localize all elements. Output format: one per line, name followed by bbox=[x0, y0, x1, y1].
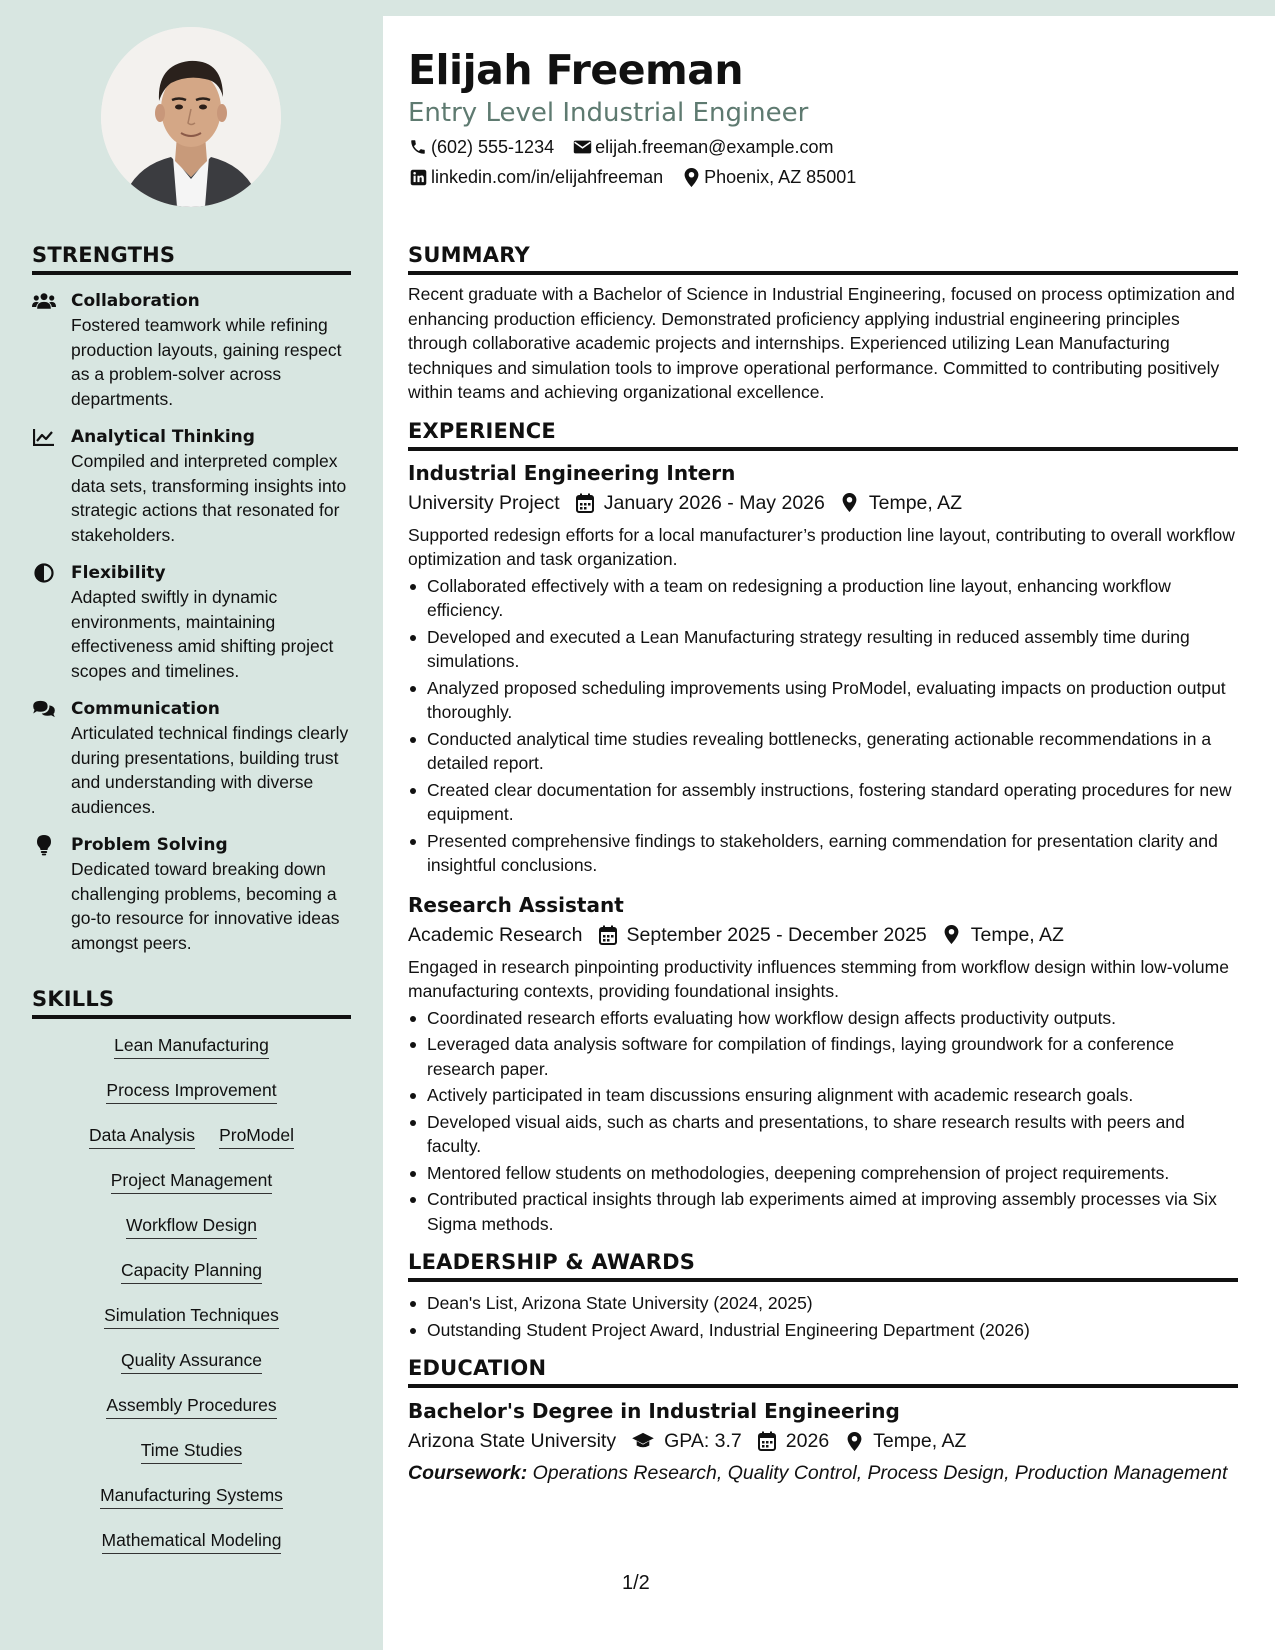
strength-item bbox=[32, 425, 351, 547]
phone-text: (602) 555-1234 bbox=[431, 137, 555, 157]
skill-row bbox=[32, 1123, 351, 1149]
job-bullet: Contributed practical insights through lab experiments aimed at improving assembly processes via Six Sigma methods. bbox=[408, 1187, 1238, 1236]
education-heading: EDUCATION bbox=[408, 1356, 1238, 1388]
skill-tag: Process Improvement bbox=[106, 1078, 276, 1104]
strengths-section bbox=[32, 243, 351, 955]
job-location bbox=[941, 921, 1064, 949]
job-bullet: Actively participated in team discussions ensuring alignment with academic research goals. bbox=[408, 1083, 1238, 1108]
year-item bbox=[756, 1427, 829, 1455]
job-org-text: Academic Research bbox=[408, 923, 583, 946]
school-name bbox=[408, 1427, 616, 1455]
resume-header bbox=[408, 40, 1238, 189]
skill-tag: Quality Assurance bbox=[121, 1348, 262, 1374]
experience-section bbox=[408, 419, 1238, 1237]
skill-tag: Data Analysis bbox=[89, 1123, 195, 1149]
job-org bbox=[408, 921, 583, 949]
calendar-icon bbox=[597, 924, 619, 946]
strength-title: Flexibility bbox=[71, 563, 166, 583]
skills-list bbox=[32, 1033, 351, 1554]
skill-tag: Time Studies bbox=[141, 1438, 242, 1464]
chat-bubbles-icon bbox=[32, 699, 56, 719]
linkedin-text[interactable]: linkedin.com/in/elijahfreeman bbox=[431, 167, 664, 187]
job-dates-text: January 2026 - May 2026 bbox=[603, 491, 825, 514]
skill-tag: Assembly Procedures bbox=[106, 1393, 276, 1419]
gpa-item bbox=[630, 1427, 742, 1455]
strength-desc: Adapted swiftly in dynamic environments, maintaining effectiveness amid shifting project scopes and timelines. bbox=[71, 587, 334, 681]
award-item: Dean's List, Arizona State University (2024, 2025) bbox=[408, 1291, 1238, 1316]
strength-desc: Dedicated toward breaking down challenging problems, becoming a go-to resource for innovative ideas amongst peers. bbox=[71, 859, 340, 953]
job-bullet: Conducted analytical time studies revealing bottlenecks, generating actionable recommendations in a detailed report. bbox=[408, 727, 1238, 776]
location-text: Phoenix, AZ 85001 bbox=[704, 167, 857, 187]
linkedin-contact[interactable] bbox=[408, 165, 663, 189]
job-bullet: Developed visual aids, such as charts and presentations, to share research results with peers and faculty. bbox=[408, 1110, 1238, 1159]
skill-row bbox=[32, 1213, 351, 1239]
email-text[interactable]: elijah.freeman@example.com bbox=[595, 137, 834, 157]
location-contact bbox=[681, 165, 856, 189]
page-number: 1/2 bbox=[622, 1572, 650, 1594]
job-bullet: Presented comprehensive findings to stakeholders, earning commendation for presentation clarity and insightful conclusions. bbox=[408, 829, 1238, 878]
leadership-heading: LEADERSHIP & AWARDS bbox=[408, 1250, 1238, 1282]
education-section bbox=[408, 1356, 1238, 1485]
job-org bbox=[408, 489, 560, 517]
users-icon bbox=[32, 291, 56, 311]
strength-title: Collaboration bbox=[71, 291, 200, 311]
skill-tag: Capacity Planning bbox=[121, 1258, 262, 1284]
calendar-icon bbox=[756, 1430, 778, 1452]
skill-row bbox=[32, 1303, 351, 1329]
education-meta bbox=[408, 1427, 1238, 1455]
main-column bbox=[408, 243, 1238, 1485]
map-pin-icon bbox=[681, 167, 701, 187]
skill-row bbox=[32, 1348, 351, 1374]
summary-heading: SUMMARY bbox=[408, 243, 1238, 275]
skills-section bbox=[32, 987, 351, 1554]
email-contact[interactable] bbox=[572, 135, 833, 159]
contact-line-1 bbox=[408, 135, 1238, 159]
skill-row bbox=[32, 1483, 351, 1509]
job-location-text: Tempe, AZ bbox=[868, 491, 963, 514]
job-bullet: Created clear documentation for assembly instructions, fostering standard operating procedures for new equipment. bbox=[408, 778, 1238, 827]
graduation-cap-icon bbox=[630, 1430, 656, 1452]
coursework-text: Operations Research, Quality Control, Process Design, Production Management bbox=[532, 1462, 1228, 1484]
award-item: Outstanding Student Project Award, Industrial Engineering Department (2026) bbox=[408, 1318, 1238, 1343]
candidate-role: Entry Level Industrial Engineer bbox=[408, 98, 809, 128]
chart-line-icon bbox=[32, 427, 56, 447]
strength-title: Communication bbox=[71, 699, 220, 719]
skill-row bbox=[32, 1033, 351, 1059]
job-bullet: Leveraged data analysis software for compilation of findings, laying groundwork for a conference research paper. bbox=[408, 1032, 1238, 1081]
candidate-name: Elijah Freeman bbox=[408, 46, 744, 94]
skill-tag: Lean Manufacturing bbox=[114, 1033, 269, 1059]
skills-heading: SKILLS bbox=[32, 987, 351, 1019]
lightbulb-icon bbox=[32, 835, 56, 855]
skill-row bbox=[32, 1258, 351, 1284]
year-text: 2026 bbox=[785, 1430, 830, 1452]
profile-photo bbox=[101, 27, 281, 207]
skill-row bbox=[32, 1438, 351, 1464]
job-dates bbox=[574, 489, 825, 517]
map-pin-icon bbox=[843, 1430, 865, 1452]
job-description: Supported redesign efforts for a local manufacturer’s production line layout, contributing to overall workflow optimization and task organization. bbox=[408, 524, 1235, 569]
summary-text: Recent graduate with a Bachelor of Science in Industrial Engineering, focused on process optimization and enhancing production efficiency. Demonstrated proficiency applying industrial engineering principles through collaborative academic projects and internships. Experienced utilizing Lean Manufacturing techniques and simulation tools to improve operational performance. Committed to contributing positively within teams and achieving organizational excellence. bbox=[408, 284, 1235, 402]
job-bullet: Collaborated effectively with a team on redesigning a production line layout, enhancing workflow efficiency. bbox=[408, 574, 1238, 623]
strength-desc: Compiled and interpreted complex data sets, transforming insights into strategic actions that resonated for stakeholders. bbox=[71, 451, 347, 545]
skill-tag: Project Management bbox=[111, 1168, 272, 1194]
coursework-label: Coursework: bbox=[408, 1462, 528, 1484]
strength-item bbox=[32, 697, 351, 819]
skill-row bbox=[32, 1168, 351, 1194]
calendar-icon bbox=[574, 492, 596, 514]
job-dates-text: September 2025 - December 2025 bbox=[626, 923, 927, 946]
linkedin-icon bbox=[408, 167, 428, 187]
job-bullet: Analyzed proposed scheduling improvements using ProModel, evaluating impacts on production output thoroughly. bbox=[408, 676, 1238, 725]
leadership-list bbox=[408, 1291, 1238, 1342]
job-bullets bbox=[408, 1006, 1238, 1237]
strength-item bbox=[32, 833, 351, 955]
job-dates bbox=[597, 921, 927, 949]
edu-location-text: Tempe, AZ bbox=[873, 1430, 967, 1452]
job-list bbox=[408, 460, 1238, 1237]
strength-title: Problem Solving bbox=[71, 835, 228, 855]
skill-tag: Mathematical Modeling bbox=[102, 1528, 282, 1554]
contact-line-2 bbox=[408, 165, 1238, 189]
skill-row bbox=[32, 1078, 351, 1104]
job-meta bbox=[408, 921, 1238, 949]
job-entry bbox=[408, 892, 1238, 1237]
half-circle-icon bbox=[32, 563, 56, 583]
job-title: Research Assistant bbox=[408, 892, 624, 917]
phone-contact bbox=[408, 135, 554, 159]
map-pin-icon bbox=[839, 492, 861, 514]
gpa-text: GPA: 3.7 bbox=[664, 1430, 742, 1452]
job-bullet: Mentored fellow students on methodologies, deepening comprehension of project requirements. bbox=[408, 1161, 1238, 1186]
top-accent-strip bbox=[383, 0, 1275, 16]
job-description: Engaged in research pinpointing productivity influences stemming from workflow design within low-volume manufacturing contexts, providing foundational insights. bbox=[408, 956, 1229, 1001]
job-meta bbox=[408, 489, 1238, 517]
strengths-list bbox=[32, 289, 351, 955]
coursework-line bbox=[408, 1461, 1238, 1485]
skill-tag: Manufacturing Systems bbox=[100, 1483, 283, 1509]
strength-desc: Articulated technical findings clearly during presentations, building trust and understanding with diverse audiences. bbox=[71, 723, 349, 817]
strength-desc: Fostered teamwork while refining production layouts, gaining respect as a problem-solver across departments. bbox=[71, 315, 342, 409]
job-entry bbox=[408, 460, 1238, 878]
leadership-section bbox=[408, 1250, 1238, 1342]
job-location bbox=[839, 489, 962, 517]
strength-item bbox=[32, 289, 351, 411]
job-location-text: Tempe, AZ bbox=[970, 923, 1064, 946]
envelope-icon bbox=[572, 137, 592, 157]
degree-title: Bachelor's Degree in Industrial Engineering bbox=[408, 1399, 900, 1423]
skill-tag: ProModel bbox=[219, 1123, 294, 1149]
phone-icon bbox=[408, 137, 428, 157]
school-text: Arizona State University bbox=[408, 1430, 617, 1452]
job-bullet: Coordinated research efforts evaluating how workflow design affects productivity outputs. bbox=[408, 1006, 1238, 1031]
job-title: Industrial Engineering Intern bbox=[408, 460, 736, 485]
skill-tag: Workflow Design bbox=[126, 1213, 257, 1239]
experience-heading: EXPERIENCE bbox=[408, 419, 1238, 451]
job-org-text: University Project bbox=[408, 491, 560, 514]
skill-tag: Simulation Techniques bbox=[104, 1303, 279, 1329]
map-pin-icon bbox=[941, 924, 963, 946]
summary-section bbox=[408, 243, 1238, 405]
job-bullet: Developed and executed a Lean Manufacturing strategy resulting in reduced assembly time during simulations. bbox=[408, 625, 1238, 674]
strengths-heading: STRENGTHS bbox=[32, 243, 351, 275]
strength-title: Analytical Thinking bbox=[71, 427, 255, 447]
skill-row bbox=[32, 1393, 351, 1419]
strength-item bbox=[32, 561, 351, 683]
job-bullets bbox=[408, 574, 1238, 878]
skill-row bbox=[32, 1528, 351, 1554]
sidebar bbox=[0, 0, 383, 1650]
edu-location-item bbox=[843, 1427, 966, 1455]
